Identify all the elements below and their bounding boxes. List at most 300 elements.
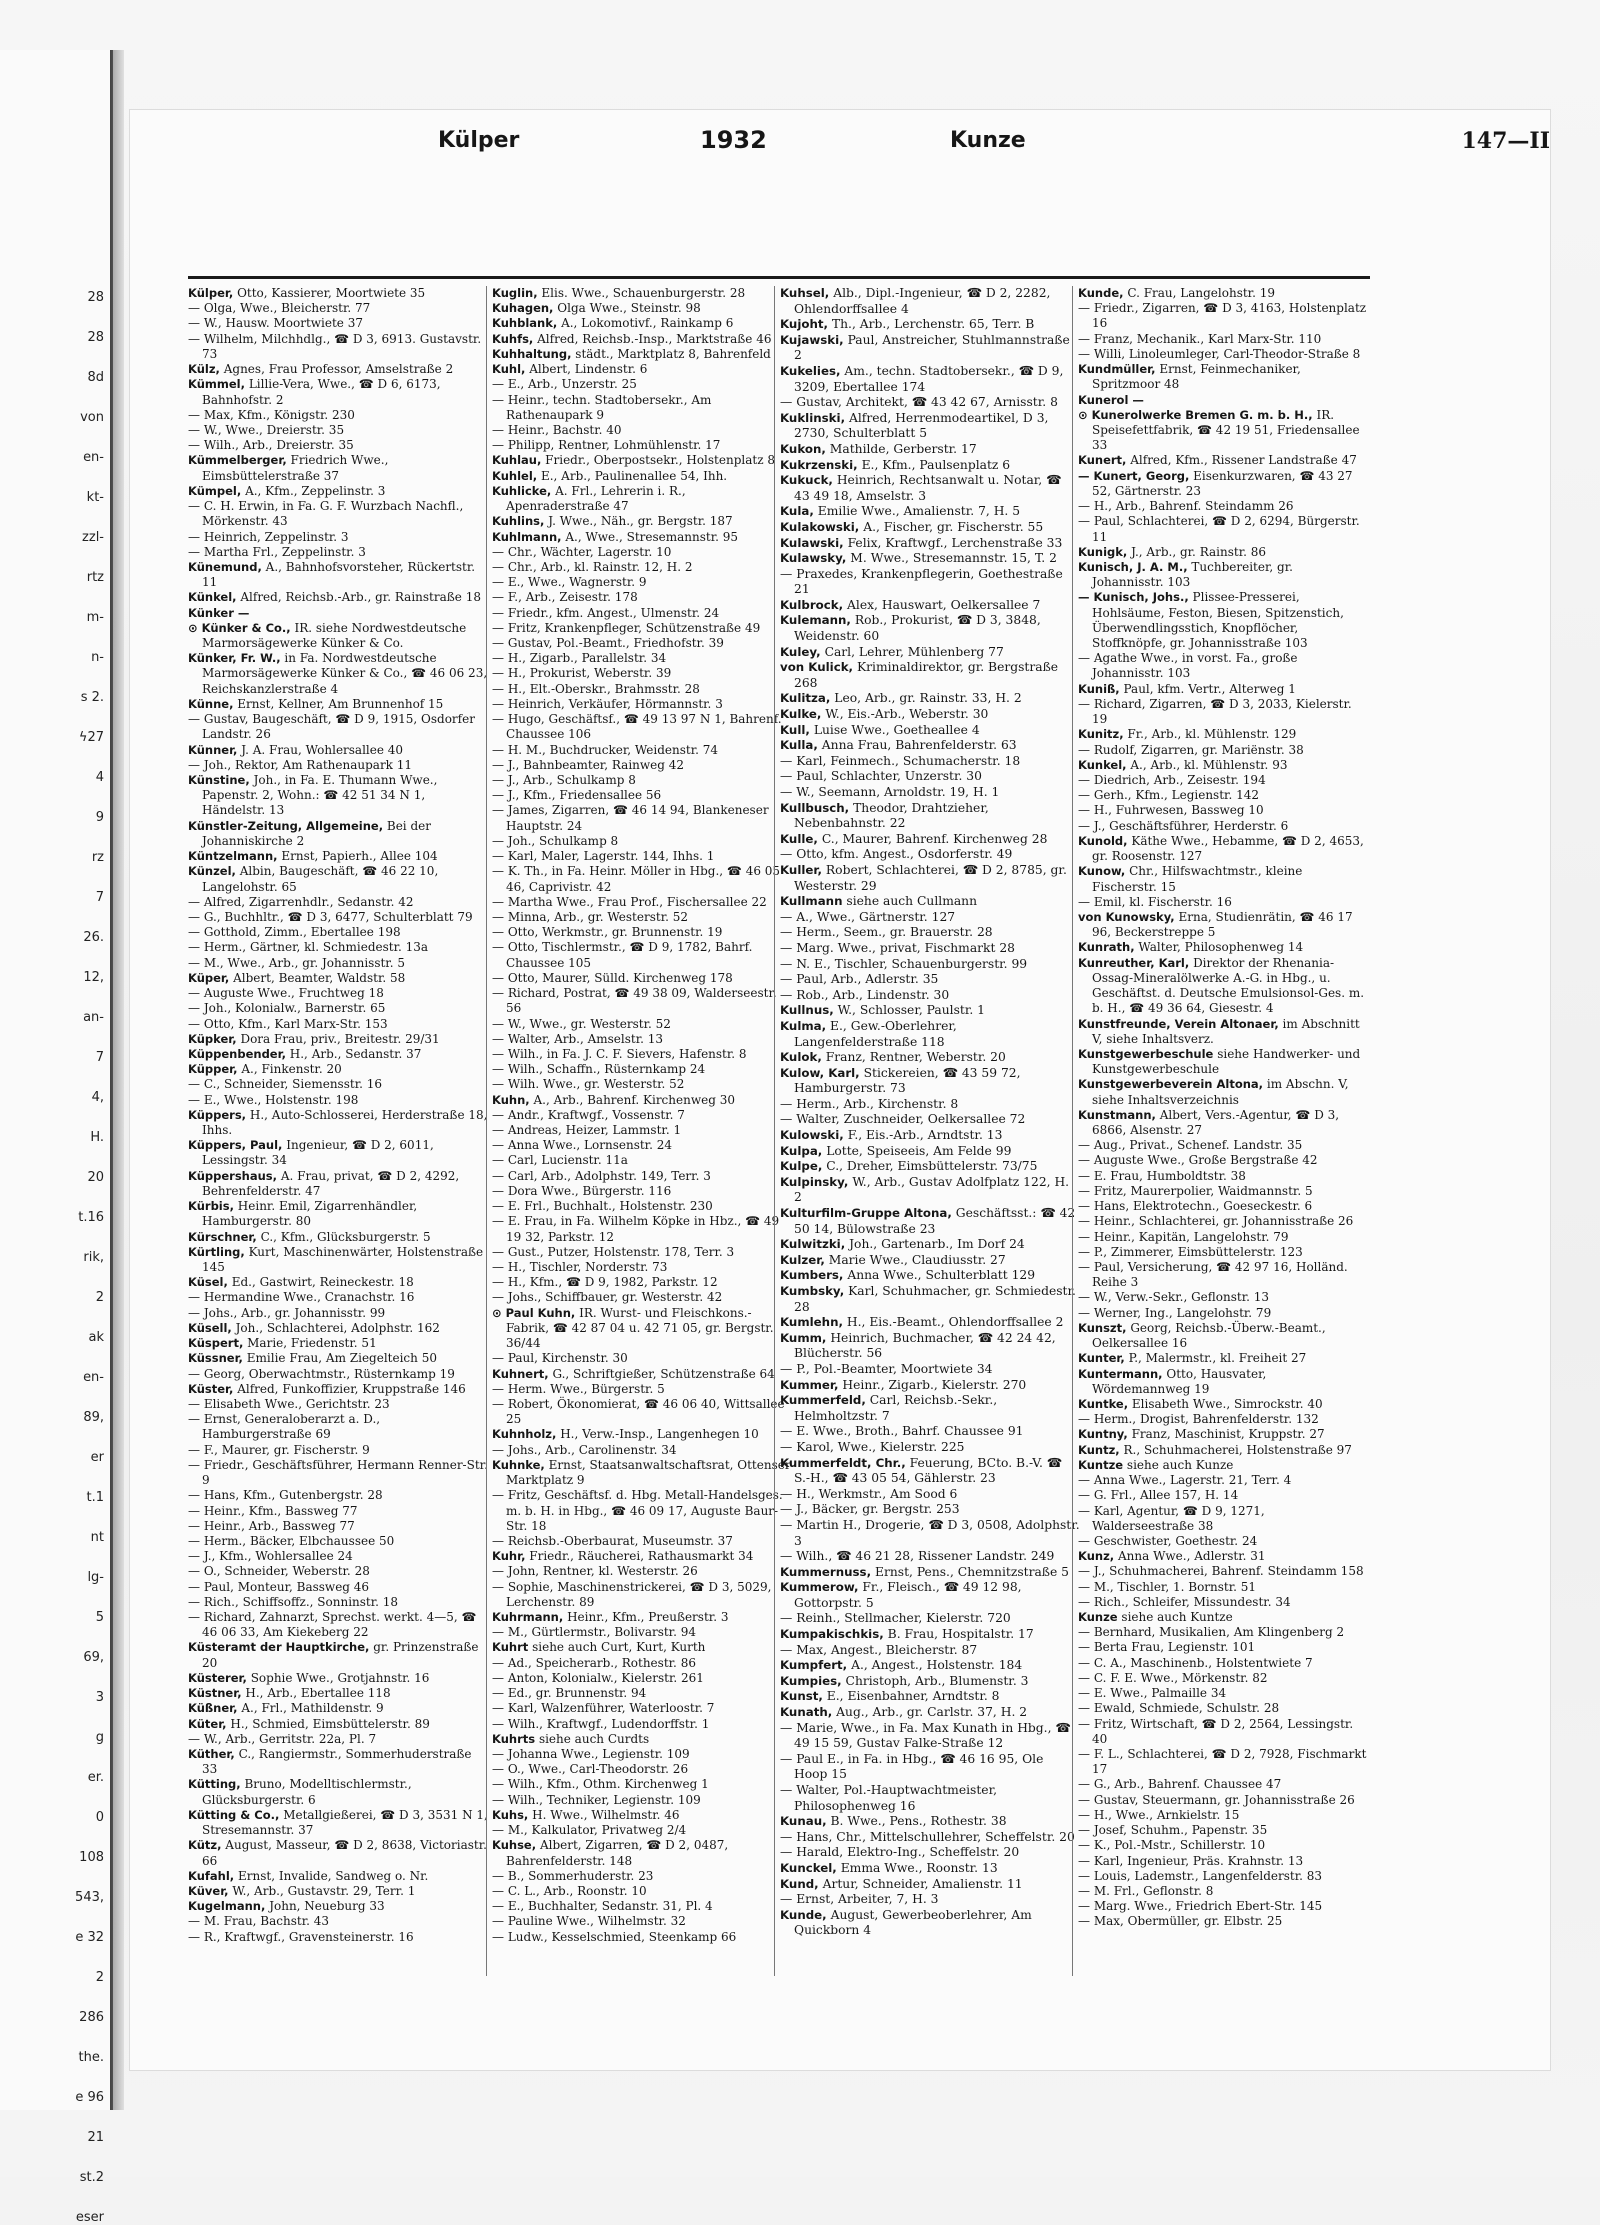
entry-details: siehe auch Kunze — [1126, 1457, 1234, 1472]
entry-name: Kumbsky, — [780, 1284, 845, 1298]
directory-entry — [780, 364, 1080, 395]
directory-entry — [1078, 1230, 1368, 1245]
entry-details: Heinr. Emil, Zigarrenhändler, Hamburgerstr. 80 — [202, 1199, 418, 1229]
entry-details: — J., Arb., Schulkamp 8 — [492, 773, 636, 787]
entry-details: — Gustav, Steuermann, gr. Johannisstraße 26 — [1078, 1792, 1355, 1807]
entry-name: Kuntermann, — [1078, 1366, 1163, 1381]
directory-entry — [1078, 1701, 1368, 1716]
entry-details: — N. E., Tischler, Schauenburgerstr. 99 — [780, 956, 1028, 971]
entry-details: C., Dreher, Eimsbüttelerstr. 73/75 — [826, 1159, 1038, 1174]
entry-details: — Wilh., Arb., Dreierstr. 35 — [188, 438, 354, 453]
directory-entry — [188, 773, 488, 819]
directory-entry — [780, 1019, 1080, 1050]
directory-entry — [1078, 1443, 1368, 1458]
column-divider — [774, 286, 775, 1976]
entry-name: Kulemann, — [780, 613, 851, 628]
directory-entry — [188, 1367, 488, 1382]
directory-entry — [780, 567, 1080, 598]
directory-entry — [492, 1153, 792, 1168]
entry-details: — Reichsb.-Oberbaurat, Museumstr. 37 — [492, 1533, 733, 1548]
directory-entry — [492, 1671, 792, 1686]
entry-details: Carl, Lehrer, Mühlenberg 77 — [824, 644, 1004, 659]
entry-details: — Andr., Kraftwgf., Vossenstr. 7 — [492, 1107, 685, 1122]
directory-entry — [1078, 1686, 1368, 1701]
entry-details: Ernst, Kellner, Am Brunnenhof 15 — [237, 696, 444, 711]
entry-name: Küpker, — [188, 1031, 237, 1046]
entry-details: — Otto, Kfm., Karl Marx-Str. 153 — [188, 1016, 388, 1031]
entry-details: A., Frl., Mathildenstr. 9 — [241, 1701, 384, 1716]
directory-entry — [492, 1899, 792, 1914]
entry-name: Küsell, — [188, 1320, 232, 1335]
entry-details: Mathilde, Gerberstr. 17 — [829, 441, 977, 456]
entry-details: — F., Maurer, gr. Fischerstr. 9 — [188, 1442, 370, 1457]
directory-entry — [780, 1456, 1080, 1487]
entry-name: Kuntny, — [1078, 1427, 1128, 1442]
directory-entry — [188, 590, 488, 605]
entry-details: — R., Kraftwgf., Gravensteinerstr. 16 — [188, 1929, 414, 1944]
entry-details: Leo, Arb., gr. Rainstr. 33, H. 2 — [834, 691, 1022, 706]
directory-entry — [780, 317, 1080, 333]
directory-entry — [492, 377, 792, 392]
directory-entry — [492, 940, 792, 970]
directory-entry — [188, 940, 488, 955]
directory-entry — [780, 1580, 1080, 1611]
directory-entry — [1078, 1184, 1368, 1199]
directory-entry — [492, 1245, 792, 1260]
directory-entry — [780, 1315, 1080, 1331]
directory-entry — [492, 1047, 792, 1062]
entry-details: siehe auch Cullmann — [846, 894, 978, 909]
directory-entry — [1078, 773, 1368, 788]
previous-page-edge — [0, 50, 113, 2225]
entry-details: Alfred, Funkoffizier, Kruppstraße 146 — [237, 1381, 466, 1396]
entry-name: Kulowski, — [780, 1128, 844, 1143]
entry-details: Paul, kfm. Vertr., Alterweg 1 — [1123, 681, 1296, 696]
directory-entry — [188, 1290, 488, 1305]
directory-entry — [188, 1504, 488, 1519]
entry-details: — Walter, Zuschneider, Oelkersallee 72 — [780, 1112, 1026, 1127]
entry-name: Kumm, — [780, 1330, 827, 1345]
directory-entry — [780, 1627, 1080, 1643]
directory-entry — [780, 1440, 1080, 1456]
directory-entry — [780, 769, 1080, 785]
directory-entry — [492, 1625, 792, 1640]
directory-entry — [780, 1892, 1080, 1908]
directory-entry — [1078, 1351, 1368, 1366]
directory-entry — [1078, 1656, 1368, 1671]
directory-entry — [188, 316, 488, 331]
entry-details: Marie, Friedenstr. 51 — [247, 1336, 377, 1351]
entry-details: — Philipp, Rentner, Lohmühlenstr. 17 — [492, 438, 721, 453]
entry-details: — Heinrich, Verkäufer, Hörmannstr. 3 — [492, 696, 723, 711]
entry-details: im Abschn. V, siehe Inhaltsverzeichnis — [1092, 1077, 1349, 1107]
directory-entry — [492, 1260, 792, 1275]
directory-entry — [1078, 1899, 1368, 1914]
entry-details: Otto, Hausvater, Wördemannweg 19 — [1092, 1366, 1267, 1396]
entry-details: — Herm., Drogist, Bahrenfelderstr. 132 — [1078, 1412, 1319, 1427]
directory-entry — [492, 682, 792, 697]
directory-entry — [188, 956, 488, 971]
directory-entry — [188, 1732, 488, 1747]
entry-details: — F. L., Schlachterei, ☎ D 2, 7928, Fischmarkt 17 — [1078, 1747, 1367, 1777]
directory-entry — [780, 1611, 1080, 1627]
directory-entry — [492, 332, 792, 347]
entry-name: Küstner, — [188, 1686, 242, 1701]
entry-details: — Gustav, Architekt, ☎ 43 42 67, Arnisstr. 8 — [780, 395, 1058, 410]
previous-page-fragment: 0 — [95, 1810, 104, 1825]
previous-page-fragment: ϟ27 — [78, 730, 104, 745]
directory-entry — [492, 758, 792, 773]
directory-entry — [188, 1534, 488, 1549]
directory-entry — [188, 1671, 488, 1686]
directory-entry — [1078, 697, 1368, 727]
directory-entry — [188, 1169, 488, 1199]
entry-name: Kund, — [780, 1876, 819, 1891]
entry-details: P., Malermstr., kl. Freiheit 27 — [1128, 1351, 1307, 1366]
entry-details: — Johs., Schiffbauer, gr. Westerstr. 42 — [492, 1290, 723, 1305]
entry-name: Kuntze — [1078, 1457, 1124, 1472]
directory-entry — [492, 803, 792, 833]
entry-details: A., Wwe., Stresemannstr. 95 — [565, 529, 739, 544]
directory-entry — [188, 1321, 488, 1336]
entry-details: A. Frl., Lehrerin i. R., Apenraderstraße 47 — [506, 483, 686, 514]
entry-details: Franz, Rentner, Weberstr. 20 — [825, 1050, 1006, 1065]
entry-details: im Abschnitt V, siehe Inhaltsverz. — [1092, 1016, 1360, 1046]
entry-details: John, Neueburg 33 — [269, 1899, 385, 1914]
entry-details: — M. Frl., Geflonstr. 8 — [1078, 1883, 1214, 1898]
entry-details: — Ewald, Schmiede, Schulstr. 28 — [1078, 1701, 1280, 1716]
entry-name: Kulitza, — [780, 691, 831, 706]
directory-entry — [492, 636, 792, 651]
entry-details: Albert, Lindenstr. 6 — [529, 362, 648, 377]
entry-details: Sophie Wwe., Grotjahnstr. 16 — [250, 1670, 430, 1685]
entry-name: Kuhrt — [492, 1640, 529, 1655]
entry-details: Joh., Gartenarb., Im Dorf 24 — [849, 1237, 1025, 1252]
entry-details: — Marg. Wwe., Friedrich Ebert-Str. 145 — [1078, 1899, 1323, 1914]
entry-details: A., Bahnhofsvorsteher, Rückertstr. 11 — [202, 559, 476, 590]
directory-entry — [1078, 1914, 1368, 1929]
entry-name: Kuhlau, — [492, 453, 542, 468]
entry-name: Küppers, — [188, 1107, 247, 1122]
directory-entry — [188, 1564, 488, 1579]
directory-entry — [188, 925, 488, 940]
directory-entry — [780, 1721, 1080, 1752]
directory-entry — [188, 1777, 488, 1807]
directory-entry — [1078, 1260, 1368, 1290]
entry-details: — Richard, Zigarren, ☎ D 3, 2033, Kielerstr. 19 — [1078, 696, 1352, 727]
entry-details: B. Wwe., Pens., Rothestr. 38 — [830, 1814, 1007, 1829]
entry-name: Kunrath, — [1078, 940, 1135, 955]
entry-details: Robert, Schlachterei, ☎ D 2, 8785, gr. Westerstr. 29 — [794, 862, 1067, 893]
directory-entry — [188, 1245, 488, 1275]
entry-details: siehe auch Curt, Kurt, Kurth — [532, 1640, 706, 1655]
directory-entry — [780, 395, 1080, 411]
entry-details: Alfred, Herrenmodeartikel, D 3, 2730, Schulterblatt 5 — [794, 410, 1049, 441]
directory-entry — [188, 758, 488, 773]
entry-details: — Friedr., kfm. Angest., Ulmenstr. 24 — [492, 605, 720, 620]
entry-details: — Olga, Wwe., Bleicherstr. 77 — [188, 301, 371, 316]
entry-name: Kunau, — [780, 1814, 827, 1829]
directory-entry — [1078, 393, 1368, 408]
entry-details: — H. M., Buchdrucker, Weidenstr. 74 — [492, 742, 719, 757]
entry-details: — Dora Wwe., Bürgerstr. 116 — [492, 1183, 672, 1198]
entry-name: Külz, — [188, 362, 220, 377]
entry-details: — Johanna Wwe., Legienstr. 109 — [492, 1747, 690, 1761]
entry-name: Küntzelmann, — [188, 849, 278, 864]
entry-details: Friedr., Oberpostsekr., Holstenplatz 8 — [545, 453, 775, 468]
directory-entry — [492, 438, 792, 453]
entry-details: — Geschwister, Goethestr. 24 — [1078, 1533, 1258, 1548]
directory-entry — [780, 925, 1080, 941]
directory-entry — [492, 1884, 792, 1899]
entry-details: — M., Kalkulator, Privatweg 2/4 — [492, 1823, 687, 1838]
directory-entry — [780, 988, 1080, 1004]
entry-name: Kujawski, — [780, 332, 844, 347]
directory-entry — [1078, 1564, 1368, 1579]
directory-entry — [780, 473, 1080, 504]
entry-details: Albert, Vers.-Agentur, ☎ D 3, 6866, Alsenstr. 27 — [1092, 1107, 1340, 1138]
directory-entry — [1078, 1793, 1368, 1808]
entry-details: Rob., Prokurist, ☎ D 3, 3848, Weidenstr. 60 — [794, 613, 1041, 644]
entry-name: Küver, — [188, 1883, 229, 1898]
entry-details: Ed., Gastwirt, Reineckestr. 18 — [231, 1275, 414, 1290]
entry-details: — J., Kfm., Wohlersallee 24 — [188, 1549, 353, 1564]
previous-page-fragment: en- — [83, 1370, 104, 1385]
directory-entry — [1078, 1717, 1368, 1747]
entry-details: Artur, Schneider, Amalienstr. 11 — [822, 1876, 1023, 1891]
entry-details: — Agathe Wwe., in vorst. Fa., große Johannisstr. 103 — [1078, 651, 1298, 681]
directory-entry — [188, 408, 488, 423]
directory-entry — [188, 530, 488, 545]
entry-details: — Paul, Schlachter, Unzerstr. 30 — [780, 769, 982, 784]
directory-entry — [1078, 1808, 1368, 1823]
entry-name: Kulwitzki, — [780, 1237, 846, 1252]
entry-details: M. Wwe., Stresemannstr. 15, T. 2 — [850, 551, 1057, 566]
directory-entry — [780, 1331, 1080, 1362]
directory-entry — [780, 458, 1080, 474]
directory-entry — [780, 613, 1080, 644]
entry-name: Kulle, — [780, 831, 818, 846]
directory-entry — [1078, 453, 1368, 468]
previous-page-fragment: rtz — [86, 570, 104, 585]
entry-name: Kuhagen, — [492, 301, 554, 316]
previous-page-fragment: rik, — [83, 1250, 104, 1265]
directory-entry — [780, 957, 1080, 973]
entry-details: — W., Wwe., gr. Westerstr. 52 — [492, 1016, 671, 1031]
directory-entry — [1078, 1290, 1368, 1305]
entry-name: Kulawski, — [780, 535, 844, 550]
directory-entry — [188, 1336, 488, 1351]
previous-page-fragment: 286 — [79, 2010, 104, 2025]
entry-details: E., Arb., Paulinenallee 54, Ihh. — [540, 468, 728, 483]
previous-page-fragment: t.1 — [86, 1490, 104, 1505]
entry-name: Küppershaus, — [188, 1168, 278, 1183]
directory-entry — [780, 1268, 1080, 1284]
directory-entry — [780, 520, 1080, 536]
entry-details: Ernst, Papierh., Allee 104 — [281, 849, 438, 864]
entry-details: Joh., in Fa. E. Thumann Wwe., Papenstr. 2, Wohn.: ☎ 42 51 34 N 1, Händelstr. 13 — [202, 773, 438, 818]
entry-details: Eisenkurzwaren, ☎ 43 27 52, Gärtnerstr. 23 — [1092, 468, 1353, 498]
entry-details: — Louis, Lademstr., Langenfelderstr. 83 — [1078, 1868, 1323, 1883]
directory-entry — [780, 1424, 1080, 1440]
entry-details: Alfred, Reichsb.-Insp., Marktstraße 46 — [537, 331, 772, 346]
directory-entry — [780, 1783, 1080, 1814]
entry-details: Plissee-Presserei, Hohlsäume, Feston, Biesen, Spitzenstich, Überwendlingsstich, Knopflöcher, Stoffknöpfe, gr. Johannisstraße 103 — [1092, 590, 1344, 651]
directory-column-4 — [1078, 286, 1368, 1930]
entry-details: Th., Arb., Lerchenstr. 65, Terr. B — [831, 317, 1035, 332]
entry-details: — M., Tischler, 1. Bornstr. 51 — [1078, 1579, 1257, 1594]
entry-details: — Paul E., in Fa. in Hbg., ☎ 46 16 95, Ole Hoop 15 — [780, 1751, 1044, 1782]
entry-details: — Karl, Ingenieur, Präs. Krahnstr. 13 — [1078, 1853, 1304, 1868]
directory-entry — [492, 1580, 792, 1610]
entry-name: Kuglin, — [492, 286, 538, 300]
entry-name: Küssner, — [188, 1351, 243, 1366]
entry-details: — Karl, Maler, Lagerstr. 144, Ihhs. 1 — [492, 849, 715, 864]
entry-details: Ernst, Feinmechaniker, Spritzmoor 48 — [1092, 362, 1301, 392]
directory-entry — [188, 1443, 488, 1458]
directory-entry — [780, 1144, 1080, 1160]
entry-details: — E. Wwe., Palmaille 34 — [1078, 1686, 1227, 1701]
directory-entry — [1078, 1138, 1368, 1153]
entry-name: Kümmelberger, — [188, 453, 287, 468]
entry-details: — Robert, Ökonomierat, ☎ 46 06 40, Wittsallee 25 — [492, 1396, 785, 1427]
directory-entry — [1078, 545, 1368, 560]
directory-entry — [492, 469, 792, 484]
directory-entry — [492, 1275, 792, 1290]
directory-entry — [492, 606, 792, 621]
entry-details: — Anton, Kolonialw., Kielerstr. 261 — [492, 1670, 704, 1685]
entry-details: — Wilh., Techniker, Legienstr. 109 — [492, 1792, 701, 1807]
directory-entry — [492, 1184, 792, 1199]
entry-details: R., Schuhmacherei, Holstenstraße 97 — [1123, 1442, 1352, 1457]
entry-details: — Ed., gr. Brunnenstr. 94 — [492, 1686, 647, 1701]
directory-entry — [188, 1382, 488, 1397]
previous-page-fragment: eser — [75, 2210, 104, 2225]
entry-details: Marie Wwe., Claudiusstr. 27 — [828, 1252, 1006, 1267]
directory-entry — [1078, 743, 1368, 758]
directory-entry — [188, 301, 488, 316]
entry-name: Kuhnke, — [492, 1457, 545, 1472]
entry-name: Kulma, — [780, 1018, 827, 1033]
entry-details: gr. Prinzenstraße 20 — [202, 1640, 479, 1670]
directory-entry — [780, 1050, 1080, 1066]
entry-details: A., Finkenstr. 20 — [241, 1062, 342, 1077]
entry-name: Kummerfeldt, Chr., — [780, 1455, 906, 1470]
directory-column-2 — [492, 286, 792, 1945]
directory-entry — [780, 847, 1080, 863]
entry-name: Kunstfreunde, Verein Altonaer, — [1078, 1016, 1279, 1031]
directory-entry — [492, 971, 792, 986]
directory-entry — [780, 1112, 1080, 1128]
entry-details: — C., Schneider, Siemensstr. 16 — [188, 1077, 383, 1092]
directory-entry — [780, 1877, 1080, 1893]
entry-details: — P., Zimmerer, Eimsbüttelerstr. 123 — [1078, 1244, 1303, 1259]
directory-entry — [492, 1123, 792, 1138]
entry-details: Heinr., Zigarb., Kielerstr. 270 — [842, 1377, 1027, 1392]
directory-entry — [492, 1427, 792, 1442]
directory-entry — [1078, 1153, 1368, 1168]
entry-name: Kulakowski, — [780, 519, 860, 534]
previous-page-fragment: 21 — [87, 2130, 104, 2145]
entry-details: — Bernhard, Musikalien, Am Klingenberg 2 — [1078, 1625, 1345, 1640]
entry-details: — Otto, Tischlermstr., ☎ D 9, 1782, Bahrf. Chaussee 105 — [492, 940, 753, 970]
directory-entry — [780, 1502, 1080, 1518]
entry-details: — Gotthold, Zimm., Ebertallee 198 — [188, 925, 401, 940]
entry-details: W., Eis.-Arb., Weberstr. 30 — [825, 707, 989, 722]
directory-entry — [1078, 651, 1368, 681]
directory-entry — [188, 1519, 488, 1534]
directory-column-1 — [188, 286, 488, 1945]
directory-entry — [1078, 758, 1368, 773]
directory-entry — [492, 1808, 792, 1823]
entry-details: — K. Th., in Fa. Heinr. Möller in Hbg., ☎ 46 05 46, Caprivistr. 42 — [492, 864, 781, 894]
entry-details: — Wilh., Kraftwgf., Ludendorffstr. 1 — [492, 1716, 710, 1731]
directory-entry — [492, 1443, 792, 1458]
directory-entry — [188, 1077, 488, 1092]
entry-details: — Hans, Kfm., Gutenbergstr. 28 — [188, 1488, 383, 1503]
previous-page-fragment: en- — [83, 450, 104, 465]
entry-details: — E. Frau, in Fa. Wilhelm Köpke in Hbz., ☎ 49 19 32, Parkstr. 12 — [492, 1214, 780, 1244]
directory-entry — [1078, 1412, 1368, 1427]
entry-name: Kulla, — [780, 738, 818, 753]
entry-details: Joh., Schlachterei, Adolphstr. 162 — [235, 1320, 440, 1335]
entry-details: — Hermandine Wwe., Cranachstr. 16 — [188, 1290, 415, 1305]
previous-page-fragment: 28 — [87, 330, 104, 345]
entry-details: — Wilhelm, Milchhdlg., ☎ D 3, 6913. Gustavstr. 73 — [188, 331, 482, 361]
entry-details: — H., Fuhrwesen, Bassweg 10 — [1078, 803, 1264, 818]
directory-entry — [1078, 1595, 1368, 1610]
directory-entry — [1078, 1458, 1368, 1473]
entry-name: Küppenbender, — [188, 1046, 286, 1061]
directory-entry — [188, 1930, 488, 1945]
directory-entry — [1078, 1640, 1368, 1655]
entry-details: — J., Bahnbeamter, Rainweg 42 — [492, 757, 685, 772]
entry-name: Kulok, — [780, 1050, 822, 1065]
entry-details: — Otto, Werkmstr., gr. Brunnenstr. 19 — [492, 925, 723, 940]
directory-entry — [492, 575, 792, 590]
entry-details: H., Arb., Ebertallee 118 — [245, 1686, 391, 1701]
directory-entry — [780, 442, 1080, 458]
entry-details: — Fritz, Maurerpolier, Waidmannstr. 5 — [1078, 1183, 1313, 1198]
directory-entry — [780, 1128, 1080, 1144]
entry-details: Albert, Zigarren, ☎ D 2, 0487, Bahrenfelderstr. 148 — [506, 1838, 729, 1868]
directory-entry — [492, 590, 792, 605]
entry-details: — Hans, Elektrotechn., Goeseckestr. 6 — [1078, 1199, 1313, 1214]
entry-details: — Diedrich, Arb., Zeisestr. 194 — [1078, 773, 1266, 787]
directory-entry — [1078, 1047, 1368, 1077]
entry-name: Kuhs, — [492, 1807, 529, 1822]
entry-name: Küsteramt der Hauptkirche, — [188, 1640, 370, 1655]
entry-details: — Harald, Elektro-Ing., Scheffelstr. 20 — [780, 1845, 1020, 1860]
directory-entry — [1078, 1306, 1368, 1321]
page-header — [60, 128, 1560, 164]
entry-details: Luise Wwe., Goetheallee 4 — [813, 722, 980, 737]
entry-details: A., Kfm., Zeppelinstr. 3 — [245, 483, 386, 498]
entry-details: August, Gewerbeoberlehrer, Am Quickborn 4 — [794, 1907, 1032, 1938]
entry-name: Künstine, — [188, 773, 250, 787]
directory-entry — [780, 754, 1080, 770]
entry-name: Kunst, — [780, 1689, 823, 1704]
entry-details: siehe auch Kuntze — [1121, 1610, 1233, 1625]
entry-name: Kumlehn, — [780, 1315, 843, 1330]
entry-details: — Heinr., Kfm., Bassweg 77 — [188, 1503, 358, 1518]
directory-entry — [492, 788, 792, 803]
entry-details: — John, Rentner, kl. Westerstr. 26 — [492, 1564, 698, 1579]
directory-entry — [188, 1412, 488, 1442]
entry-details: A. Frau, privat, ☎ D 2, 4292, Behrenfelderstr. 47 — [202, 1168, 460, 1198]
directory-entry — [1078, 1580, 1368, 1595]
entry-name: Künstler-Zeitung, Allgemeine, — [188, 818, 384, 833]
